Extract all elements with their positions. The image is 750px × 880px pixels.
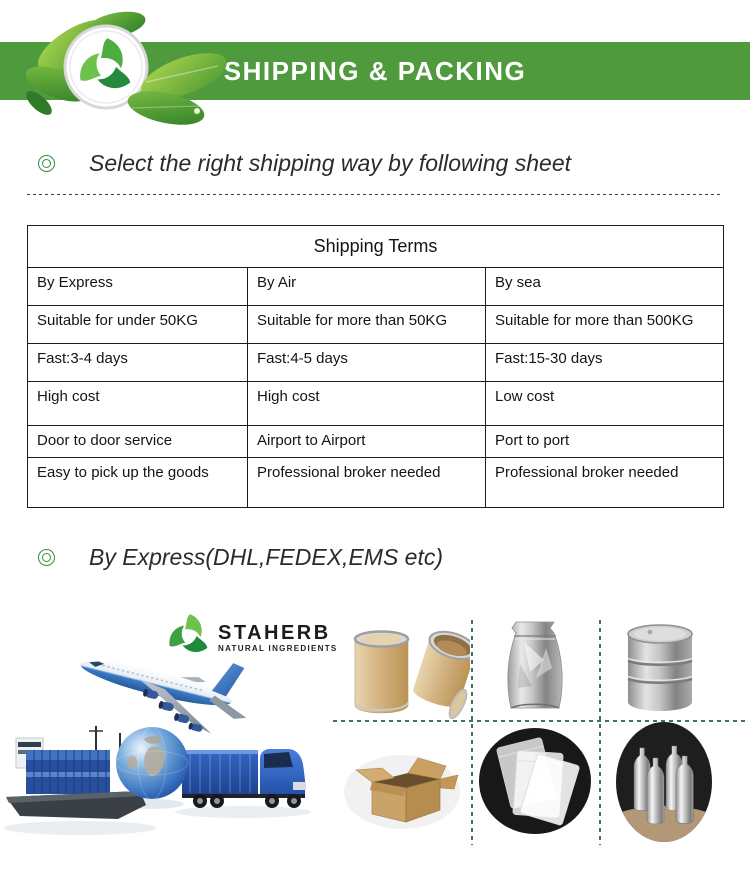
heading-by-express bbox=[38, 543, 443, 571]
stainless-steel-drum-photo bbox=[622, 620, 698, 720]
container-truck bbox=[182, 749, 306, 808]
table-cell: Airport to Airport bbox=[248, 426, 486, 458]
table-cell: High cost bbox=[248, 382, 486, 426]
brand-tagline: NATURAL INGREDIENTS bbox=[218, 643, 338, 653]
heading-select-shipping-way bbox=[38, 149, 571, 177]
staherb-recycle-leaf-icon bbox=[167, 612, 211, 663]
heading-text: Select the right shipping way by following sheet bbox=[89, 149, 572, 176]
col-header-by-express: By Express bbox=[28, 268, 248, 306]
table-cell: Fast:3-4 days bbox=[28, 344, 248, 382]
kraft-fiber-drums-photo bbox=[348, 618, 470, 725]
page-title: SHIPPING & PACKING bbox=[223, 55, 527, 86]
table-cell: Suitable for under 50KG bbox=[28, 306, 248, 344]
globe bbox=[116, 727, 188, 799]
table-cell: Professional broker needed bbox=[486, 458, 724, 508]
leaves-recycle-badge-icon bbox=[22, 4, 240, 132]
table-row bbox=[28, 306, 724, 344]
col-header-by-sea: By sea bbox=[486, 268, 724, 306]
aluminum-bottles-photo bbox=[614, 720, 714, 849]
heading-text: By Express(DHL,FEDEX,EMS etc) bbox=[89, 543, 444, 570]
carton-box-photo bbox=[342, 738, 466, 837]
table-row bbox=[28, 382, 724, 426]
table-cell: Suitable for more than 500KG bbox=[486, 306, 724, 344]
table-cell: High cost bbox=[28, 382, 248, 426]
shipping-terms-table bbox=[27, 225, 724, 508]
brand-name: STAHERB bbox=[218, 621, 331, 644]
plastic-bags-photo bbox=[477, 726, 593, 843]
staherb-brand-logo bbox=[167, 612, 338, 663]
double-ring-bullet-icon bbox=[38, 549, 55, 566]
dotted-divider bbox=[27, 194, 723, 195]
table-row bbox=[28, 426, 724, 458]
table-cell: Fast:4-5 days bbox=[248, 344, 486, 382]
grid-dashed-vertical-line bbox=[471, 620, 473, 845]
grid-dashed-vertical-line bbox=[599, 620, 601, 845]
table-cell: Professional broker needed bbox=[248, 458, 486, 508]
table-cell: Suitable for more than 50KG bbox=[248, 306, 486, 344]
table-cell: Port to port bbox=[486, 426, 724, 458]
table-cell: Door to door service bbox=[28, 426, 248, 458]
double-ring-bullet-icon bbox=[38, 155, 55, 172]
table-cell: Fast:15-30 days bbox=[486, 344, 724, 382]
table-title: Shipping Terms bbox=[28, 226, 724, 268]
col-header-by-air: By Air bbox=[248, 268, 486, 306]
table-row bbox=[28, 458, 724, 508]
table-row bbox=[28, 344, 724, 382]
table-cell: Easy to pick up the goods bbox=[28, 458, 248, 508]
table-cell: Low cost bbox=[486, 382, 724, 426]
aluminum-foil-pouch-photo bbox=[492, 616, 578, 721]
